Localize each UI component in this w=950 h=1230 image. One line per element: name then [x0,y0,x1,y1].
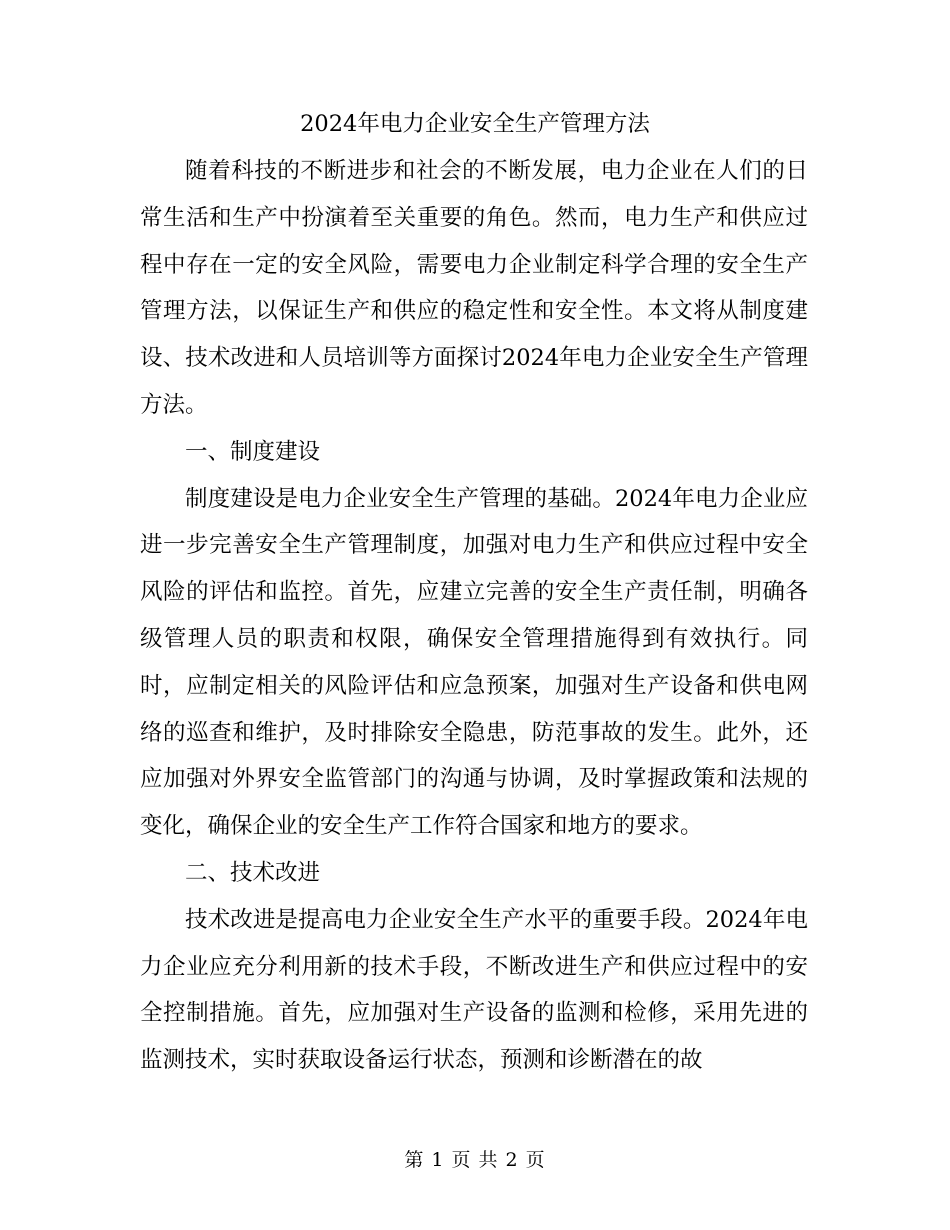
document-title: 2024年电力企业安全生产管理方法 [300,111,650,137]
section-heading-technology: 二、技术改进 [185,859,321,886]
document-body [140,148,808,1084]
technology-paragraph: 技术改进是提高电力企业安全生产水平的重要手段。2024年电力企业应充分利用新的技术手段，不断改进生产和供应过程中的安全控制措施。首先，应加强对生产设备的监测和检修，采用先进的监测技术，实时获取设备运行状态，预测和诊断潜在的故 [140,906,808,1074]
system-paragraph: 制度建设是电力企业安全生产管理的基础。2024年电力企业应进一步完善安全生产管理制度，加强对电力生产和供应过程中安全风险的评估和监控。首先，应建立完善的安全生产责任制，明确各级管理人员的职责和权限，确保安全管理措施得到有效执行。同时，应制定相关的风险评估和应急预案，加强对生产设备和供电网络的巡查和维护，及时排除安全隐患，防范事故的发生。此外，还应加强对外界安全监管部门的沟通与协调，及时掌握政策和法规的变化，确保企业的安全生产工作符合国家和地方的要求。 [140,485,808,840]
page-footer: 第 1 页 共 2 页 [404,1149,546,1171]
section-heading-system: 一、制度建设 [185,438,321,465]
intro-paragraph: 随着科技的不断进步和社会的不断发展，电力企业在人们的日常生活和生产中扮演着至关重要的角色。然而，电力生产和供应过程中存在一定的安全风险，需要电力企业制定科学合理的安全生产管理方法，以保证生产和供应的稳定性和安全性。本文将从制度建设、技术改进和人员培训等方面探讨2024年电力企业安全生产管理方法。 [140,158,808,418]
